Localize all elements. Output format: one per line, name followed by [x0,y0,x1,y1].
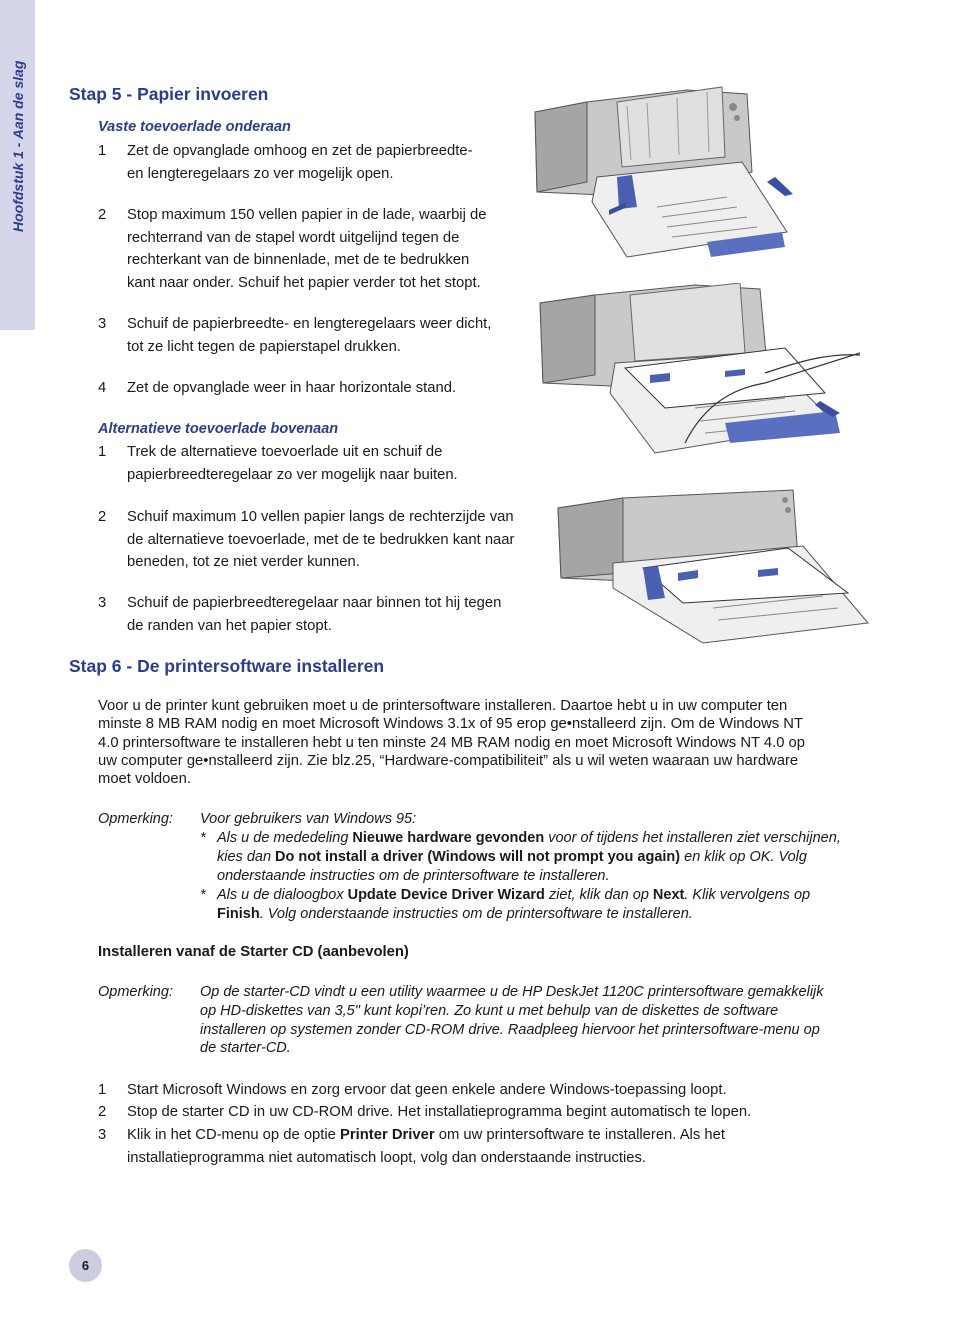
printer-upper-tray-illustration [553,488,873,648]
note-heading: Voor gebruikers van Windows 95: [200,811,417,827]
install-intro-paragraph: Voor u de printer kunt gebruiken moet u de printersoftware installeren. Daartoe hebt u in uw computer ten minste 8 MB RAM nodig en moet Microsoft Windows 3.1x of 95 erop ge•nstalleerd zijn. Om de Windows NT 4.0 printersoftware te installeren hebt u ten minste 24 MB RAM nodig en moet Microsoft Windows NT 4.0 op uw computer ge•nstalleerd zijn. Zie blz.25, “Hardware-compatibiliteit” als u wil weten waaraan uw hardware moet voldoen. [98,698,806,788]
lower-tray-heading: Vaste toevoerlade onderaan [98,119,291,135]
page-number: 6 [69,1249,102,1282]
printer-load-paper-illustration [535,283,860,473]
section-5-title: Stap 5 - Papier invoeren [69,84,269,104]
chapter-side-tab [0,0,35,330]
note-label: Opmerking: [98,811,173,827]
chapter-tab-label: Hoofdstuk 1 - Aan de slag [10,60,26,232]
upper-tray-heading: Alternatieve toevoerlade bovenaan [98,421,339,437]
cd-install-heading: Installeren vanaf de Starter CD (aanbevolen) [98,944,409,960]
section-6-title: Stap 6 - De printersoftware installeren [69,656,385,676]
printer-lower-tray-illustration [527,82,802,272]
